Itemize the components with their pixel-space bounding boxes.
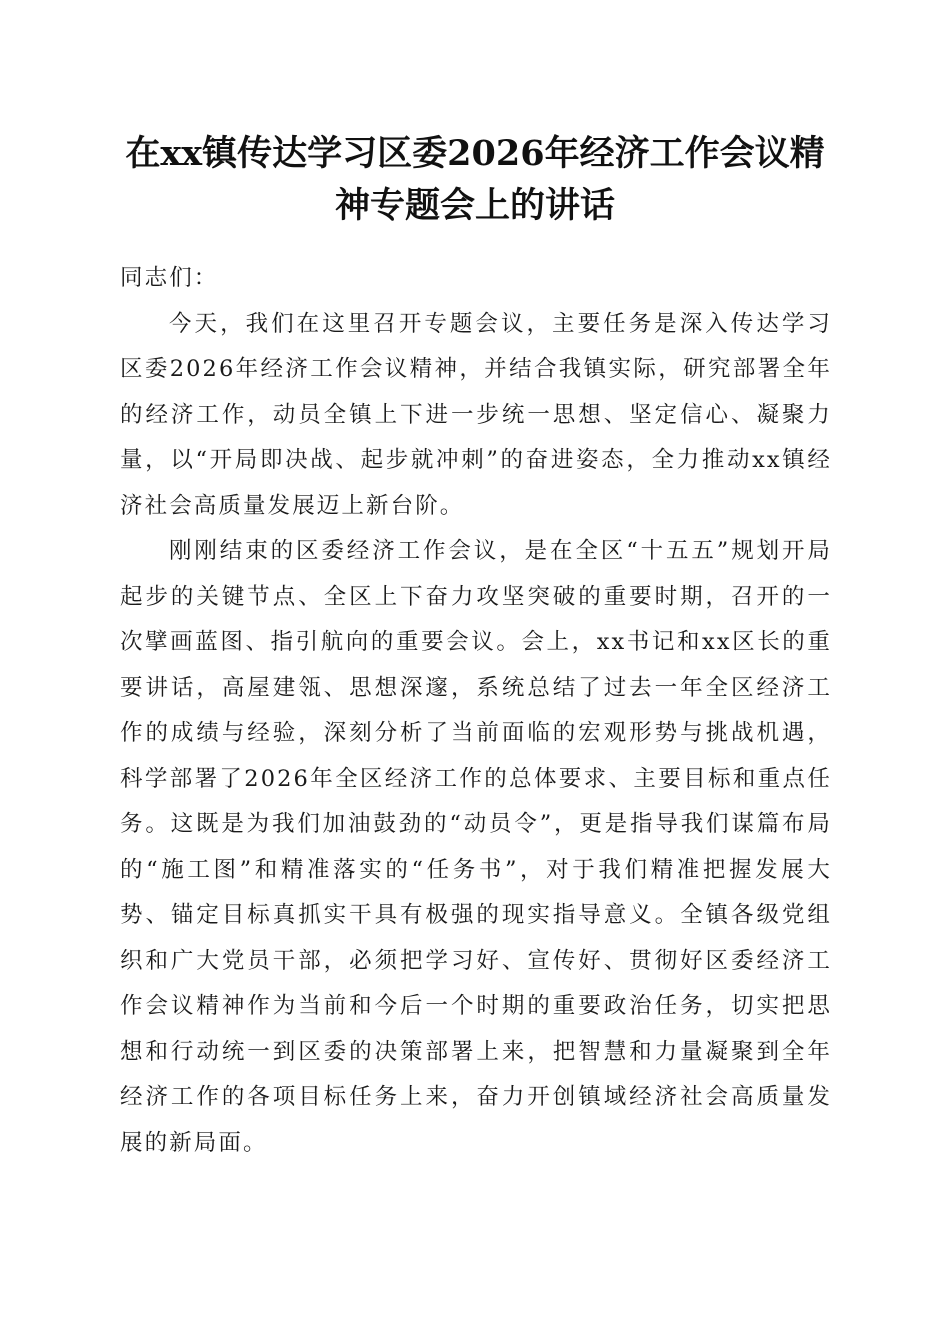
paragraph-2: 刚刚结束的区委经济工作会议，是在全区“十五五”规划开局起步的关键节点、全区上下奋力攻坚突破的重要时期，召开的一次擘画蓝图、指引航向的重要会议。会上，xx书记和xx区长的重要讲话，高屋建瓴、思想深邃，系统总结了过去一年全区经济工作的成绩与经验，深刻分析了当前面临的宏观形势与挑战机遇，科学部署了2026年全区经济工作的总体要求、主要目标和重点任务。这既是为我们加油鼓劲的“动员令”，更是指导我们谋篇布局的“施工图”和精准落实的“任务书”，对于我们精准把握发展大势、锚定目标真抓实干具有极强的现实指导意义。全镇各级党组织和广大党员干部，必须把学习好、宣传好、贯彻好区委经济工作会议精神作为当前和今后一个时期的重要政治任务，切实把思想和行动统一到区委的决策部署上来，把智慧和力量凝聚到全年经济工作的各项目标任务上来，奋力开创镇域经济社会高质量发展的新局面。	[120, 538, 832, 1156]
paragraph-1: 今天，我们在这里召开专题会议，主要任务是深入传达学习区委2026年经济工作会议精神，并结合我镇实际，研究部署全年的经济工作，动员全镇上下进一步统一思想、坚定信心、凝聚力量，以“开局即决战、起步就冲刺”的奋进姿态，全力推动xx镇经济社会高质量发展迈上新台阶。	[120, 310, 832, 519]
document-body	[120, 256, 832, 1166]
document-title: 在xx镇传达学习区委2026年经济工作会议精神专题会上的讲话	[125, 133, 825, 226]
salutation: 同志们：	[120, 265, 219, 291]
